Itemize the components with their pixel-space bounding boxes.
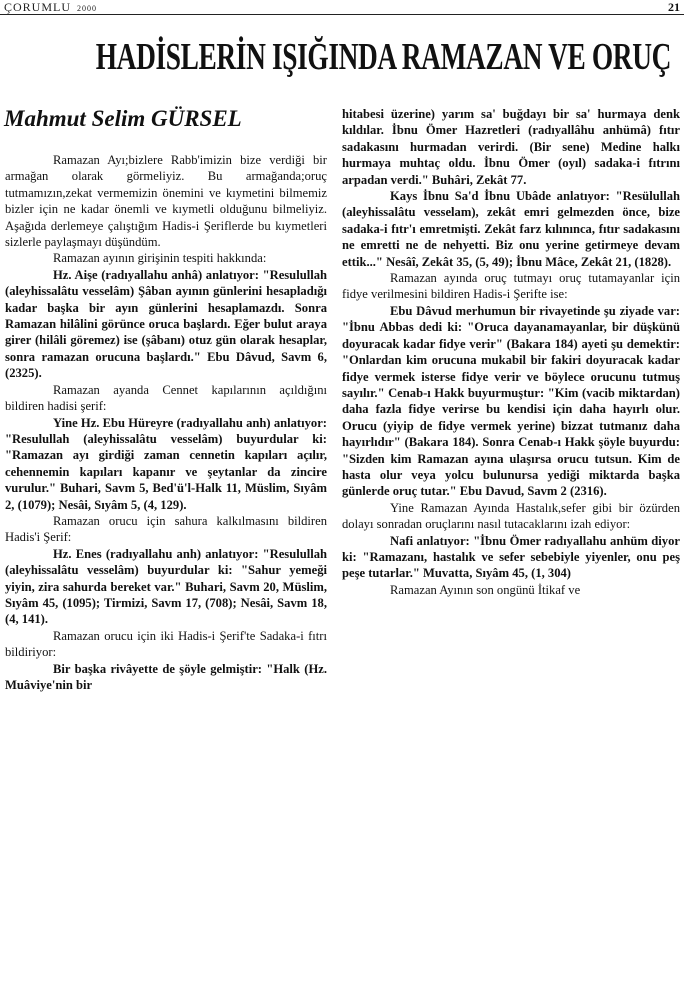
paragraph: Ramazan Ayı;bizlere Rabb'imizin bize verdiği bir armağan olarak görmeliyiz. Bu armağanda;oruç tutmamızın,zekat vermemizin önemini ve kıymetini bilmemiz bizler için ne kadar önemli ve kıymetli olduğunu bilmeliyiz. Aşağıda derlemeye çalıştığım Hadis-i Şeriflerde bu kıymetleri sizlerle paylaşmayı düşündüm. bbox=[5, 153, 327, 250]
paragraph: Kays İbnu Sa'd İbnu Ubâde anlatıyor: "Resülullah (aleyhissalâtu vesselam), zekât emri gelmezden önce, bize sadaka-i fıtr'ı emretmişti. Zekât farz kılınınca, fıtır sadakasını ne emretti ne de nehyetti. Biz onu yerine getirmeye devam ettik..." Nesâî, Zekât 35, (5, 49); İbnu Mâce, Zekât 21, (1828). bbox=[342, 189, 680, 269]
left-column bbox=[5, 152, 327, 693]
masthead-name: ÇORUMLU bbox=[4, 0, 72, 14]
header-rule bbox=[0, 14, 684, 15]
masthead-year: 2000 bbox=[77, 4, 98, 13]
masthead bbox=[4, 0, 97, 15]
paragraph: Ebu Dâvud merhumun bir rivayetinde şu ziyade var: "İbnu Abbas dedi ki: "Oruca dayanamayanlar, bir düşkünü doyuracak kadar fidye verir" (Bakara 184) ayeti şu demektir: "Onlardan kim orucuna mukabil bir fakiri doyuracak kadar fidye vermek isterse fidye verir ve böylece orucunu tutmuş sayılır." Cenab-ı Hakk buyurmuştur: "Kim (vacib miktardan) daha fazla fidye verirse bu kendisi için daha hayırlı olur. Orucu (yiyip de fidye vermek yerine) bizzat tutmanız daha hayırlıdır" (Bakara 184). Sonra Cenab-ı Hakk şöyle buyurdu: "Sizden kim Ramazan ayına ulaşırsa orucu tutsun. Kim de hasta olur veya yolcu bulunursa yediği miktarda başka günlerde oruç tutar." Ebu Davud, Savm 2 (2316). bbox=[342, 303, 680, 499]
paragraph: Nafi anlatıyor: "İbnu Ömer radıyallahu anhüm diyor ki: "Ramazanı, hastalık ve sefer sebebiyle yiyenler, onu peş peşe tutarlar." Muvatta, Sıyâm 45, (1, 304) bbox=[342, 533, 680, 581]
paragraph: Hz. Enes (radıyallahu anh) anlatıyor: "Resulullah (aleyhissalâtu vesselâm) buyurdular ki: "Sahur yemeği yiyin, zira sahurda bereket var." Buhari, Savm 20, Müslim, Sıyâm 45, (1095); Tirmizi, Savm 17, (708); Nesâi, Savm 18, (4, 141). bbox=[5, 546, 327, 627]
page-number: 21 bbox=[668, 0, 680, 14]
paragraph: Ramazan ayanda Cennet kapılarının açıldığını bildiren hadisi şerif: bbox=[5, 382, 327, 414]
paragraph: Ramazan ayının girişinin tespiti hakkında: bbox=[53, 251, 267, 266]
article-title: HADİSLERİN IŞIĞINDA RAMAZAN VE ORUÇ bbox=[95, 36, 671, 78]
paragraph: hitabesi üzerine) yarım sa' buğdayı bir sa' hurmaya denk kıldılar. İbnu Ömer Hazretleri (radıyallâhu anhümâ) fıtır sadakasını hurmadan verirdi. (Bir sene) Medine halkı hurmaya muhtaç oldu. İbnu Ömer (oyıl) sadaka-i fıtrını arpadan verdi." Buhâri, Zekât 77. bbox=[342, 107, 680, 187]
paragraph: Yine Hz. Ebu Hüreyre (radıyallahu anh) anlatıyor: "Resulullah (aleyhissalâtu vesselâm) buyurdular ki: "Ramazan ayı girdiği zaman cennetin kapıları açılır, cehennemin kapıları kapanır ve şeytanlar da zincire vurulur." Buhari, Savm 5, Bed'ü'l-Halk 11, Müslim, Sıyâm 2, (1079); Nesâi, Sıyâm 5, (4, 129). bbox=[5, 415, 327, 512]
paragraph: Yine Ramazan Ayında Hastalık,sefer gibi bir özürden dolayı sonradan oruçlarını nasıl tutacaklarını izah ediyor: bbox=[342, 500, 680, 532]
paragraph: Ramazan orucu için sahura kalkılmasını bildiren Hadis'i Şerif: bbox=[5, 513, 327, 545]
paragraph: Ramazan Ayının son ongünü İtikaf ve bbox=[390, 582, 581, 597]
paragraph: Ramazan orucu için iki Hadis-i Şerif'te Sadaka-i fıtrı bildiriyor: bbox=[5, 628, 327, 660]
article-author: Mahmut Selim GÜRSEL bbox=[4, 106, 242, 131]
paragraph: Bir başka rivâyette de şöyle gelmiştir: "Halk (Hz. Muâviye'nin bir bbox=[5, 661, 327, 692]
paragraph: Ramazan ayında oruç tutmayı oruç tutamayanlar için fidye verilmesini bildiren Hadis-i Şerifte ise: bbox=[342, 271, 680, 302]
right-column bbox=[342, 106, 680, 598]
paragraph: Hz. Aişe (radıyallahu anhâ) anlatıyor: "Resulullah (aleyhissalâtu vesselâm) Şâban ayının günlerini hesapladığı kadar başka bir ayın günlerini hesaplamazdı. Sonra Ramazan hilâlini görünce oruca başlardı. Eğer bulut araya girer (hilâli göremez) ise (şâbanı) otuz gün olarak hesaplar, sonra ramazan orucuna başlardı." Ebu Dâvud, Savm 6, (2325). bbox=[5, 267, 327, 381]
